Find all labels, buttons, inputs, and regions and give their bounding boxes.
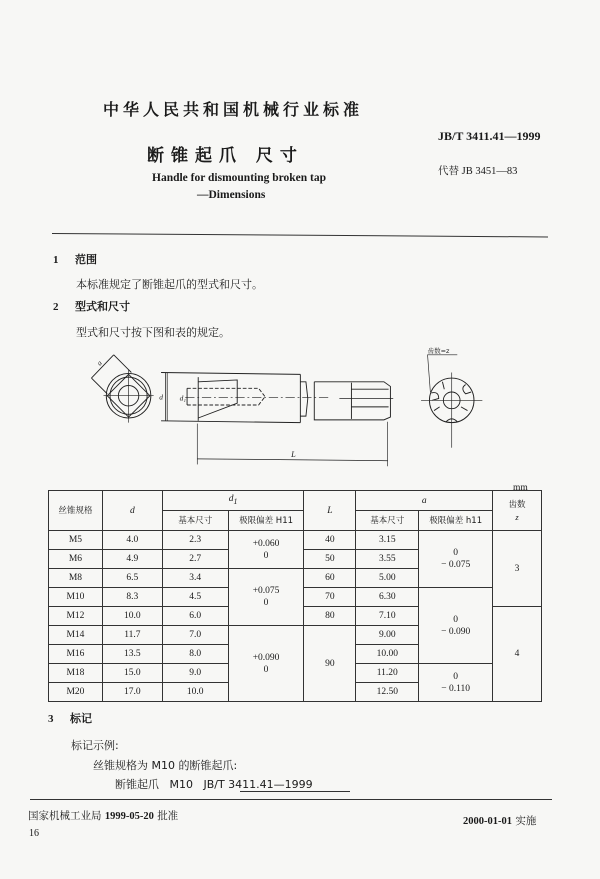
length-merged: 90 xyxy=(304,626,356,702)
table-row: M16 13.5 8.0 10.00 xyxy=(49,645,542,664)
label-L: L xyxy=(291,450,296,459)
header-d: d xyxy=(102,491,162,531)
header-a: a xyxy=(356,491,493,511)
english-title: Handle for dismounting broken tap xyxy=(152,172,327,184)
replaces-note: 代替 JB 3451—83 xyxy=(438,166,518,177)
marking-underline xyxy=(240,791,350,792)
side-view-body xyxy=(161,373,328,423)
table-row: M12 10.0 6.0 80 7.10 4 xyxy=(49,607,542,626)
table-row: M18 15.0 9.0 11.20 0 − 0.110 xyxy=(49,664,542,683)
dimensions-table xyxy=(48,490,542,702)
a-tolerance: 0 − 0.075 xyxy=(419,531,493,588)
page-number: 16 xyxy=(29,828,39,839)
table-row: M10 8.3 4.5 70 6.30 0 − 0.090 xyxy=(49,588,542,607)
table-row: M8 6.5 3.4 +0.075 0 60 5.00 xyxy=(49,569,542,588)
header-d1: $d_1$ xyxy=(162,491,304,511)
table-row: M6 4.9 2.7 50 3.55 xyxy=(49,550,542,569)
header-d1-tol: 极限偏差 H11 xyxy=(228,511,304,531)
table-row: M20 17.0 10.0 12.50 xyxy=(49,683,542,702)
section-2-heading: 2 型式和尺寸 xyxy=(53,300,130,313)
document-title: 断锥起爪 尺寸 xyxy=(147,146,304,166)
standard-number: JB/T 3411.41—1999 xyxy=(438,129,541,143)
effective-info: 2000-01-01 实施 xyxy=(463,815,537,827)
section-2-body: 型式和尺寸按下图和表的规定。 xyxy=(76,326,230,339)
table-row: M5 4.0 2.3 +0.060 0 40 3.15 0 − 0.075 3 xyxy=(49,531,542,550)
a-tolerance: 0 − 0.090 xyxy=(419,588,493,664)
header-L: L xyxy=(304,491,356,531)
section-3-heading: 3 标记 xyxy=(48,712,92,725)
label-teeth-count: 齿数=z xyxy=(427,347,450,355)
header-a-tol: 极限偏差 h11 xyxy=(419,511,493,531)
header-teeth: 齿数 z xyxy=(493,491,542,531)
d1-tolerance: +0.060 0 xyxy=(228,531,304,569)
d1-tolerance: +0.075 0 xyxy=(228,569,304,626)
table-unit: mm xyxy=(513,483,528,493)
marking-example-desc: 丝锥规格为 M10 的断锥起爪: xyxy=(93,759,238,772)
section-1-heading: 1 范围 xyxy=(53,253,97,266)
header-divider xyxy=(52,233,548,237)
label-d1: d₁ xyxy=(179,393,186,403)
a-tolerance: 0 − 0.110 xyxy=(419,664,493,702)
section-1-body: 本标准规定了断锥起爪的型式和尺寸。 xyxy=(76,278,263,291)
header-a-basic: 基本尺寸 xyxy=(356,511,419,531)
marking-example-code: 断锥起爪 M10 JB/T 3411.41—1999 xyxy=(115,778,313,791)
marking-example-label: 标记示例: xyxy=(71,739,119,752)
standard-category: 中华人民共和国机械行业标准 xyxy=(103,100,364,119)
label-d: d xyxy=(159,392,163,402)
d1-tolerance: +0.090 0 xyxy=(228,626,304,702)
header-d1-basic: 基本尺寸 xyxy=(162,511,228,531)
technical-drawing xyxy=(60,340,550,470)
end-view-teeth xyxy=(421,355,482,448)
teeth-count: 3 xyxy=(493,531,542,607)
label-a: a xyxy=(94,358,104,368)
english-subtitle: —Dimensions xyxy=(197,189,266,201)
table-row: M14 11.7 7.0 +0.090 0 90 9.00 xyxy=(49,626,542,645)
header-spec: 丝锥规格 xyxy=(49,491,103,531)
footer-divider xyxy=(30,799,552,800)
approval-info: 国家机械工业局 1999-05-20 批准 xyxy=(28,810,179,822)
side-view-tail xyxy=(314,382,393,420)
teeth-count: 4 xyxy=(493,607,542,702)
